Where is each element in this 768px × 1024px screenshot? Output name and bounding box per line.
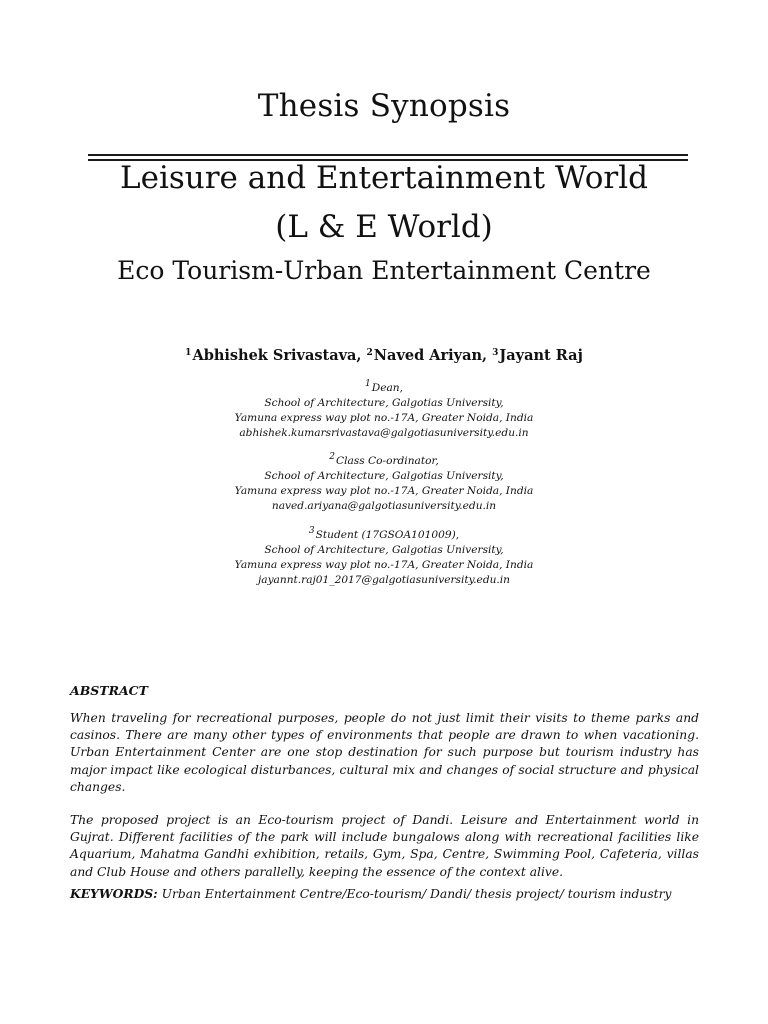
affiliation-1-role <box>0 377 768 396</box>
author-3-name: Jayant Raj <box>499 347 583 364</box>
affiliation-3-address: Yamuna express way plot no.-17A, Greater Noida, India <box>234 559 534 571</box>
affiliation-2-email: naved.ariyana@galgotiasuniversity.edu.in <box>271 500 497 512</box>
affiliation-2-number: 2 <box>329 452 335 462</box>
subtitle-line-1: Leisure and Entertainment World <box>120 160 648 196</box>
affiliation-2-role <box>0 450 768 469</box>
affiliation-1-role-text: Dean, <box>371 382 403 394</box>
title-rule-top <box>88 154 688 156</box>
affiliation-1-email: abhishek.kumarsrivastava@galgotiasuniversity.edu.in <box>239 427 529 439</box>
abstract-paragraph-2: The proposed project is an Eco-tourism project of Dandi. Leisure and Entertainment world in Gujrat. Different facilities of the park will include bungalows along with recreational facilities like Aquarium, Mahatma Gandhi exhibition, retails, Gym, Spa, Centre, Swimming Pool, Cafeteria, villas and Club House and others parallelly, keeping the essence of the context alive. <box>70 813 699 879</box>
document-title: Thesis Synopsis <box>257 88 511 124</box>
author-3-number: 3 <box>492 348 499 358</box>
affiliation-1-address: Yamuna express way plot no.-17A, Greater Noida, India <box>234 412 534 424</box>
author-1-number: 1 <box>185 348 192 358</box>
author-2-number: 2 <box>366 348 373 358</box>
subtitle-line-3: Eco Tourism-Urban Entertainment Centre <box>117 256 651 285</box>
affiliation-3-role <box>0 524 768 543</box>
affiliation-1-number: 1 <box>364 379 371 389</box>
subtitle-line-2: (L & E World) <box>275 209 493 245</box>
keywords-label: KEYWORDS: <box>70 886 158 901</box>
abstract-paragraph-1: When traveling for recreational purposes, people do not just limit their visits to theme parks and casinos. There are many other types of environments that people are drawn to when vacationing. Urban Entertainment Center are one stop destination for such purpose but tourism industry has major impact like ecological disturbances, cultural mix and changes of social structure and physical changes. <box>70 711 699 794</box>
affiliation-2 <box>0 450 768 514</box>
abstract-heading: ABSTRACT <box>70 683 148 698</box>
affiliation-3 <box>0 524 768 588</box>
affiliation-1 <box>0 377 768 441</box>
affiliation-3-number: 3 <box>308 526 315 536</box>
author-1-name: Abhishek Srivastava, <box>192 347 362 364</box>
affiliation-3-school: School of Architecture, Galgotias University, <box>264 544 504 556</box>
author-list <box>0 347 768 364</box>
affiliation-3-email: jayannt.raj01_2017@galgotiasuniversity.edu.in <box>257 574 511 586</box>
affiliation-1-school: School of Architecture, Galgotias University, <box>264 397 504 409</box>
affiliation-3-role-text: Student (17GSOA101009), <box>315 529 460 541</box>
affiliation-2-role-text: Class Co-ordinator, <box>335 455 439 467</box>
keywords-section <box>70 885 699 903</box>
keywords-text: Urban Entertainment Centre/Eco-tourism/ Dandi/ thesis project/ tourism industry <box>161 887 672 901</box>
affiliation-2-school: School of Architecture, Galgotias University, <box>264 470 504 482</box>
author-2-name: Naved Ariyan, <box>373 347 488 364</box>
affiliation-2-address: Yamuna express way plot no.-17A, Greater Noida, India <box>234 485 534 497</box>
